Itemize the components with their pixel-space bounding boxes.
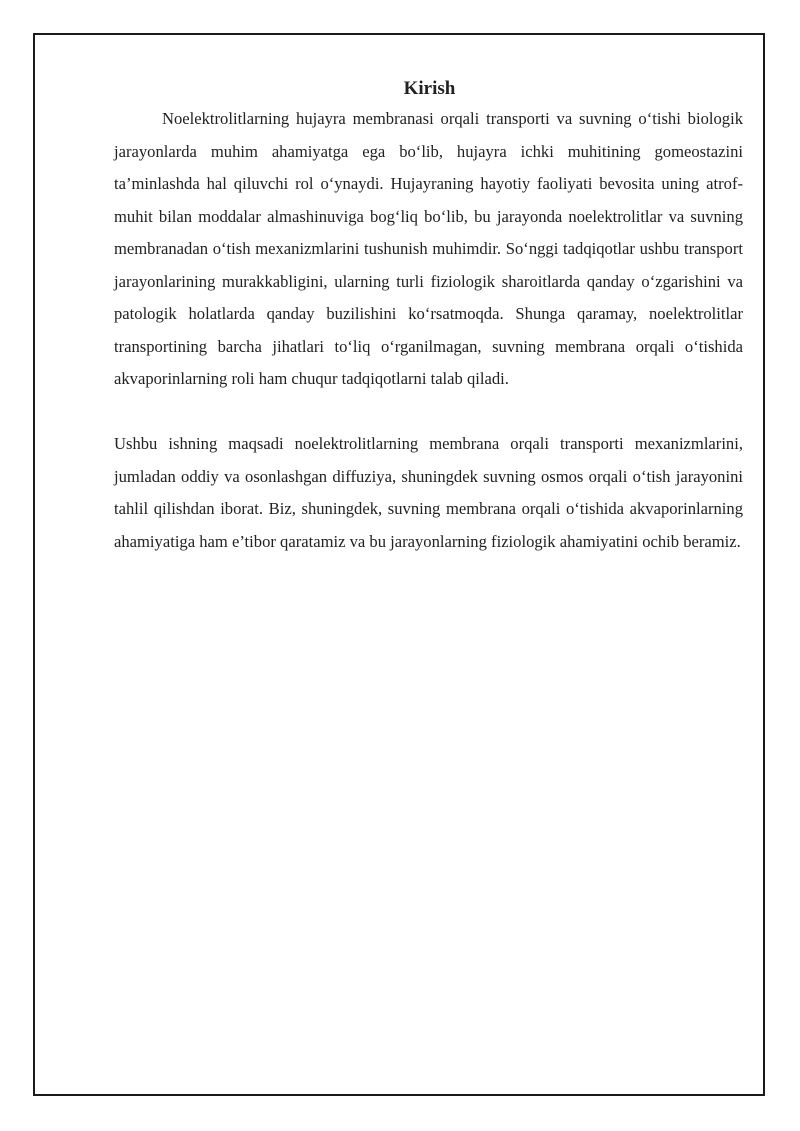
paragraph-spacer bbox=[114, 396, 743, 429]
paragraph-purpose: Ushbu ishning maqsadi noelektrolitlarning membrana orqali transporti mexanizmlarini, jumladan oddiy va osonlashgan diffuziya, shuningdek suvning osmos orqali o‘tish jarayonini tahlil qilishdan iborat. Biz, shuningdek, suvning membrana orqali o‘tishida akvaporinlarning ahamiyatiga ham e’tibor qaratamiz va bu jarayonlarning fiziologik ahamiyatini ochib beramiz. bbox=[114, 434, 743, 551]
document-body bbox=[114, 75, 743, 558]
section-heading: Kirish bbox=[403, 78, 456, 99]
paragraph-intro: Noelektrolitlarning hujayra membranasi orqali transporti va suvning o‘tishi biologik jarayonlarda muhim ahamiyatga ega bo‘lib, hujayra ichki muhitining gomeostazini ta’minlashda hal qiluvchi rol o‘ynaydi. Hujayraning hayotiy faoliyati bevosita uning atrof-muhit bilan moddalar almashinuviga bog‘liq bo‘lib, bu jarayonda noelektrolitlar va suvning membranadan o‘tish mexanizmlarini tushunish muhimdir. So‘nggi tadqiqotlar ushbu transport jarayonlarining murakkabligini, ularning turli fiziologik sharoitlarda qanday o‘zgarishini va patologik holatlarda qanday buzilishini ko‘rsatmoqda. Shunga qaramay, noelektrolitlar transportining barcha jihatlari to‘liq o‘rganilmagan, suvning membrana orqali o‘tishida akvaporinlarning roli ham chuqur tadqiqotlarni talab qiladi. bbox=[114, 109, 743, 388]
